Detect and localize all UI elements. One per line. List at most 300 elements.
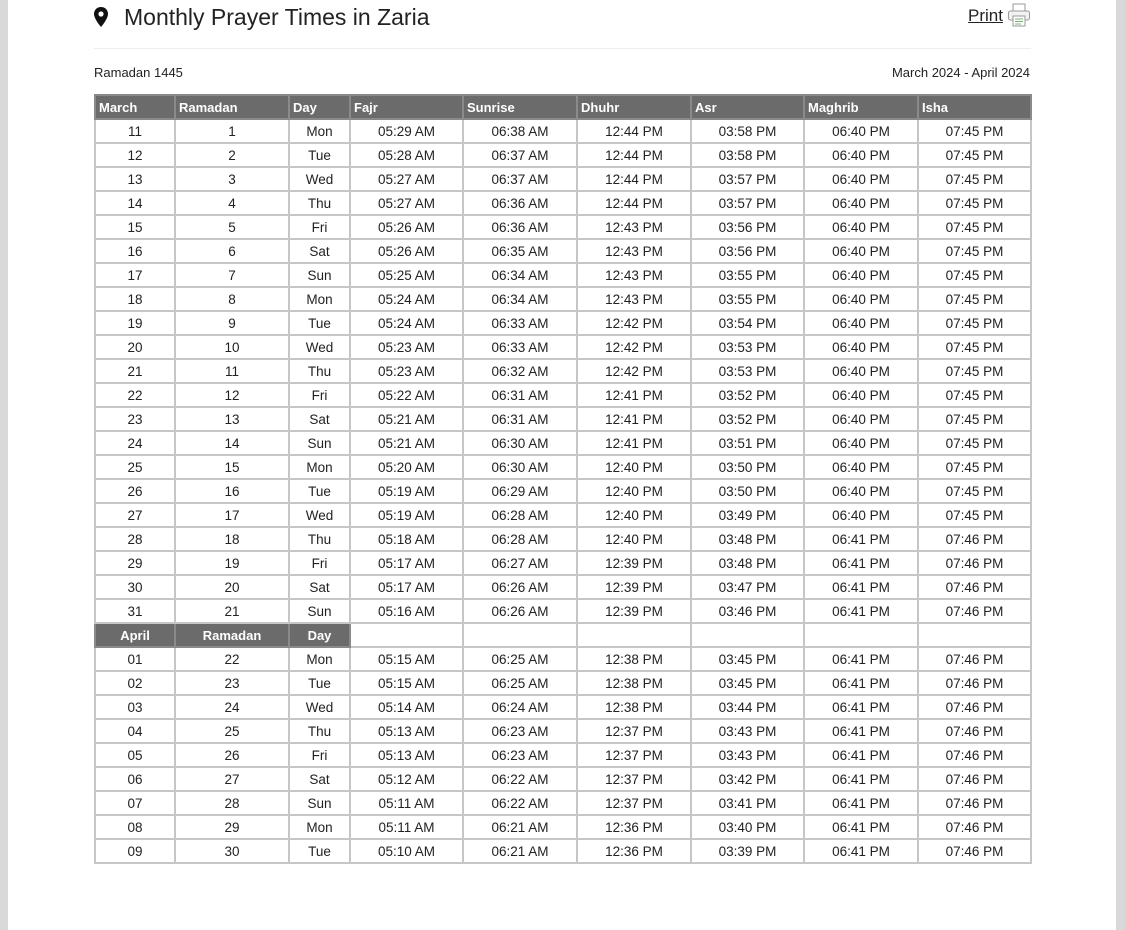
table-row xyxy=(95,383,1031,407)
cell-ramadan-day: 13 xyxy=(175,407,289,431)
cell-ramadan-day: 1 xyxy=(175,119,289,143)
cell-ramadan-day: 20 xyxy=(175,575,289,599)
cell-weekday: Sat xyxy=(289,407,350,431)
cell-maghrib: 06:41 PM xyxy=(804,527,918,551)
cell-maghrib: 06:40 PM xyxy=(804,167,918,191)
cell-maghrib: 06:40 PM xyxy=(804,407,918,431)
cell-weekday: Fri xyxy=(289,551,350,575)
empty-cell xyxy=(918,623,1031,647)
cell-asr: 03:46 PM xyxy=(691,599,804,623)
cell-date: 19 xyxy=(95,311,175,335)
cell-ramadan-day: 28 xyxy=(175,791,289,815)
table-row xyxy=(95,839,1031,863)
table-row xyxy=(95,335,1031,359)
cell-dhuhr: 12:44 PM xyxy=(577,143,691,167)
cell-isha: 07:46 PM xyxy=(918,647,1031,671)
column-header-march: March xyxy=(95,95,175,119)
table-row xyxy=(95,575,1031,599)
cell-maghrib: 06:40 PM xyxy=(804,479,918,503)
cell-date: 22 xyxy=(95,383,175,407)
table-row xyxy=(95,647,1031,671)
cell-date: 03 xyxy=(95,695,175,719)
cell-ramadan-day: 14 xyxy=(175,431,289,455)
page-header xyxy=(94,0,1031,49)
cell-weekday: Sat xyxy=(289,575,350,599)
cell-fajr: 05:26 AM xyxy=(350,239,463,263)
cell-date: 20 xyxy=(95,335,175,359)
column-header-sunrise: Sunrise xyxy=(463,95,577,119)
cell-dhuhr: 12:41 PM xyxy=(577,383,691,407)
cell-fajr: 05:14 AM xyxy=(350,695,463,719)
cell-date: 29 xyxy=(95,551,175,575)
table-row xyxy=(95,263,1031,287)
cell-maghrib: 06:41 PM xyxy=(804,839,918,863)
cell-weekday: Tue xyxy=(289,311,350,335)
cell-sunrise: 06:30 AM xyxy=(463,431,577,455)
cell-ramadan-day: 27 xyxy=(175,767,289,791)
table-row xyxy=(95,407,1031,431)
cell-sunrise: 06:21 AM xyxy=(463,839,577,863)
cell-dhuhr: 12:42 PM xyxy=(577,359,691,383)
cell-maghrib: 06:40 PM xyxy=(804,119,918,143)
cell-dhuhr: 12:40 PM xyxy=(577,503,691,527)
cell-isha: 07:46 PM xyxy=(918,671,1031,695)
table-row xyxy=(95,287,1031,311)
cell-maghrib: 06:40 PM xyxy=(804,263,918,287)
gregorian-range-label: March 2024 - April 2024 xyxy=(891,65,1030,80)
cell-weekday: Thu xyxy=(289,359,350,383)
cell-fajr: 05:23 AM xyxy=(350,335,463,359)
cell-fajr: 05:12 AM xyxy=(350,767,463,791)
cell-date: 06 xyxy=(95,767,175,791)
cell-fajr: 05:17 AM xyxy=(350,575,463,599)
cell-asr: 03:41 PM xyxy=(691,791,804,815)
cell-dhuhr: 12:43 PM xyxy=(577,215,691,239)
cell-sunrise: 06:34 AM xyxy=(463,263,577,287)
cell-sunrise: 06:37 AM xyxy=(463,143,577,167)
cell-weekday: Wed xyxy=(289,695,350,719)
cell-date: 23 xyxy=(95,407,175,431)
cell-ramadan-day: 2 xyxy=(175,143,289,167)
cell-fajr: 05:11 AM xyxy=(350,815,463,839)
cell-weekday: Tue xyxy=(289,143,350,167)
cell-fajr: 05:27 AM xyxy=(350,191,463,215)
cell-weekday: Sat xyxy=(289,767,350,791)
table-row xyxy=(95,503,1031,527)
cell-fajr: 05:22 AM xyxy=(350,383,463,407)
cell-weekday: Mon xyxy=(289,647,350,671)
april-subheader xyxy=(95,623,1031,647)
print-link[interactable]: Print xyxy=(968,6,1003,25)
cell-dhuhr: 12:36 PM xyxy=(577,839,691,863)
april-subheader-row xyxy=(95,623,1031,647)
cell-date: 14 xyxy=(95,191,175,215)
cell-maghrib: 06:40 PM xyxy=(804,503,918,527)
printer-icon[interactable] xyxy=(1007,3,1031,27)
cell-ramadan-day: 4 xyxy=(175,191,289,215)
cell-dhuhr: 12:43 PM xyxy=(577,287,691,311)
cell-fajr: 05:24 AM xyxy=(350,311,463,335)
cell-maghrib: 06:41 PM xyxy=(804,599,918,623)
table-row xyxy=(95,239,1031,263)
cell-date: 28 xyxy=(95,527,175,551)
cell-asr: 03:52 PM xyxy=(691,407,804,431)
cell-asr: 03:57 PM xyxy=(691,167,804,191)
cell-maghrib: 06:40 PM xyxy=(804,215,918,239)
cell-asr: 03:51 PM xyxy=(691,431,804,455)
cell-date: 26 xyxy=(95,479,175,503)
cell-isha: 07:46 PM xyxy=(918,815,1031,839)
cell-asr: 03:43 PM xyxy=(691,719,804,743)
cell-ramadan-day: 30 xyxy=(175,839,289,863)
cell-weekday: Mon xyxy=(289,287,350,311)
cell-isha: 07:45 PM xyxy=(918,311,1031,335)
cell-maghrib: 06:41 PM xyxy=(804,767,918,791)
empty-cell xyxy=(463,623,577,647)
cell-weekday: Tue xyxy=(289,671,350,695)
map-pin-icon xyxy=(94,7,108,27)
cell-maghrib: 06:41 PM xyxy=(804,695,918,719)
table-row xyxy=(95,479,1031,503)
cell-sunrise: 06:31 AM xyxy=(463,383,577,407)
cell-isha: 07:45 PM xyxy=(918,431,1031,455)
cell-asr: 03:52 PM xyxy=(691,383,804,407)
cell-date: 13 xyxy=(95,167,175,191)
cell-fajr: 05:25 AM xyxy=(350,263,463,287)
cell-dhuhr: 12:42 PM xyxy=(577,335,691,359)
column-header-maghrib: Maghrib xyxy=(804,95,918,119)
cell-isha: 07:45 PM xyxy=(918,143,1031,167)
cell-fajr: 05:20 AM xyxy=(350,455,463,479)
cell-sunrise: 06:35 AM xyxy=(463,239,577,263)
cell-dhuhr: 12:37 PM xyxy=(577,719,691,743)
cell-sunrise: 06:29 AM xyxy=(463,479,577,503)
column-header-isha: Isha xyxy=(918,95,1031,119)
cell-ramadan-day: 24 xyxy=(175,695,289,719)
cell-asr: 03:57 PM xyxy=(691,191,804,215)
cell-maghrib: 06:41 PM xyxy=(804,671,918,695)
cell-weekday: Thu xyxy=(289,527,350,551)
cell-asr: 03:58 PM xyxy=(691,143,804,167)
cell-asr: 03:54 PM xyxy=(691,311,804,335)
cell-sunrise: 06:37 AM xyxy=(463,167,577,191)
cell-weekday: Thu xyxy=(289,191,350,215)
cell-dhuhr: 12:38 PM xyxy=(577,695,691,719)
cell-dhuhr: 12:43 PM xyxy=(577,239,691,263)
table-row xyxy=(95,791,1031,815)
cell-isha: 07:45 PM xyxy=(918,119,1031,143)
cell-dhuhr: 12:38 PM xyxy=(577,671,691,695)
cell-maghrib: 06:40 PM xyxy=(804,239,918,263)
cell-maghrib: 06:40 PM xyxy=(804,455,918,479)
cell-maghrib: 06:40 PM xyxy=(804,287,918,311)
cell-sunrise: 06:23 AM xyxy=(463,743,577,767)
cell-sunrise: 06:28 AM xyxy=(463,527,577,551)
cell-asr: 03:50 PM xyxy=(691,479,804,503)
cell-sunrise: 06:26 AM xyxy=(463,599,577,623)
table-row xyxy=(95,167,1031,191)
cell-asr: 03:47 PM xyxy=(691,575,804,599)
cell-asr: 03:39 PM xyxy=(691,839,804,863)
cell-date: 07 xyxy=(95,791,175,815)
cell-ramadan-day: 9 xyxy=(175,311,289,335)
cell-ramadan-day: 18 xyxy=(175,527,289,551)
cell-ramadan-day: 7 xyxy=(175,263,289,287)
cell-date: 05 xyxy=(95,743,175,767)
cell-fajr: 05:21 AM xyxy=(350,431,463,455)
cell-asr: 03:43 PM xyxy=(691,743,804,767)
empty-cell xyxy=(691,623,804,647)
cell-ramadan-day: 25 xyxy=(175,719,289,743)
cell-ramadan-day: 10 xyxy=(175,335,289,359)
table-row xyxy=(95,143,1031,167)
cell-ramadan-day: 23 xyxy=(175,671,289,695)
cell-maghrib: 06:40 PM xyxy=(804,191,918,215)
cell-isha: 07:46 PM xyxy=(918,839,1031,863)
cell-maghrib: 06:41 PM xyxy=(804,551,918,575)
cell-asr: 03:53 PM xyxy=(691,359,804,383)
cell-date: 01 xyxy=(95,647,175,671)
cell-date: 04 xyxy=(95,719,175,743)
cell-sunrise: 06:26 AM xyxy=(463,575,577,599)
cell-weekday: Wed xyxy=(289,167,350,191)
cell-dhuhr: 12:42 PM xyxy=(577,311,691,335)
cell-weekday: Mon xyxy=(289,815,350,839)
march-rows xyxy=(95,119,1031,623)
cell-fajr: 05:17 AM xyxy=(350,551,463,575)
cell-isha: 07:45 PM xyxy=(918,407,1031,431)
cell-dhuhr: 12:44 PM xyxy=(577,167,691,191)
cell-weekday: Wed xyxy=(289,503,350,527)
cell-isha: 07:46 PM xyxy=(918,527,1031,551)
cell-ramadan-day: 16 xyxy=(175,479,289,503)
cell-isha: 07:46 PM xyxy=(918,551,1031,575)
cell-dhuhr: 12:37 PM xyxy=(577,743,691,767)
table-row xyxy=(95,551,1031,575)
cell-date: 18 xyxy=(95,287,175,311)
cell-dhuhr: 12:39 PM xyxy=(577,599,691,623)
cell-fajr: 05:27 AM xyxy=(350,167,463,191)
cell-maghrib: 06:40 PM xyxy=(804,335,918,359)
cell-date: 21 xyxy=(95,359,175,383)
cell-date: 17 xyxy=(95,263,175,287)
cell-ramadan-day: 12 xyxy=(175,383,289,407)
cell-maghrib: 06:41 PM xyxy=(804,791,918,815)
cell-weekday: Tue xyxy=(289,479,350,503)
cell-isha: 07:46 PM xyxy=(918,791,1031,815)
cell-date: 11 xyxy=(95,119,175,143)
cell-weekday: Fri xyxy=(289,383,350,407)
cell-maghrib: 06:41 PM xyxy=(804,719,918,743)
table-row xyxy=(95,599,1031,623)
table-row xyxy=(95,767,1031,791)
column-header-fajr: Fajr xyxy=(350,95,463,119)
cell-isha: 07:45 PM xyxy=(918,263,1031,287)
cell-isha: 07:45 PM xyxy=(918,239,1031,263)
cell-isha: 07:45 PM xyxy=(918,503,1031,527)
cell-weekday: Sun xyxy=(289,263,350,287)
cell-fajr: 05:15 AM xyxy=(350,647,463,671)
column-header-day: Day xyxy=(289,95,350,119)
cell-dhuhr: 12:39 PM xyxy=(577,551,691,575)
cell-sunrise: 06:33 AM xyxy=(463,311,577,335)
cell-date: 12 xyxy=(95,143,175,167)
empty-cell xyxy=(804,623,918,647)
cell-dhuhr: 12:36 PM xyxy=(577,815,691,839)
subheader-ramadan: Ramadan xyxy=(175,623,289,647)
cell-ramadan-day: 3 xyxy=(175,167,289,191)
cell-sunrise: 06:28 AM xyxy=(463,503,577,527)
cell-sunrise: 06:22 AM xyxy=(463,767,577,791)
cell-asr: 03:56 PM xyxy=(691,239,804,263)
cell-ramadan-day: 11 xyxy=(175,359,289,383)
table-row xyxy=(95,119,1031,143)
cell-fajr: 05:19 AM xyxy=(350,479,463,503)
cell-asr: 03:53 PM xyxy=(691,335,804,359)
cell-ramadan-day: 19 xyxy=(175,551,289,575)
cell-fajr: 05:13 AM xyxy=(350,719,463,743)
column-header-dhuhr: Dhuhr xyxy=(577,95,691,119)
cell-date: 09 xyxy=(95,839,175,863)
cell-asr: 03:48 PM xyxy=(691,551,804,575)
cell-fajr: 05:23 AM xyxy=(350,359,463,383)
cell-fajr: 05:24 AM xyxy=(350,287,463,311)
cell-ramadan-day: 6 xyxy=(175,239,289,263)
cell-maghrib: 06:40 PM xyxy=(804,143,918,167)
cell-fajr: 05:19 AM xyxy=(350,503,463,527)
cell-isha: 07:45 PM xyxy=(918,215,1031,239)
cell-fajr: 05:29 AM xyxy=(350,119,463,143)
table-header-row xyxy=(95,95,1031,119)
cell-asr: 03:56 PM xyxy=(691,215,804,239)
cell-weekday: Sun xyxy=(289,599,350,623)
cell-isha: 07:46 PM xyxy=(918,695,1031,719)
cell-sunrise: 06:38 AM xyxy=(463,119,577,143)
table-row xyxy=(95,311,1031,335)
cell-maghrib: 06:41 PM xyxy=(804,743,918,767)
table-row xyxy=(95,431,1031,455)
cell-dhuhr: 12:44 PM xyxy=(577,119,691,143)
table-row xyxy=(95,191,1031,215)
cell-fajr: 05:13 AM xyxy=(350,743,463,767)
cell-ramadan-day: 22 xyxy=(175,647,289,671)
cell-ramadan-day: 5 xyxy=(175,215,289,239)
cell-weekday: Fri xyxy=(289,215,350,239)
page-title: Monthly Prayer Times in Zaria xyxy=(124,4,430,30)
cell-asr: 03:55 PM xyxy=(691,263,804,287)
page-content xyxy=(8,0,1116,930)
cell-date: 15 xyxy=(95,215,175,239)
cell-maghrib: 06:40 PM xyxy=(804,383,918,407)
subheader-april: April xyxy=(95,623,175,647)
cell-ramadan-day: 15 xyxy=(175,455,289,479)
cell-isha: 07:45 PM xyxy=(918,335,1031,359)
cell-sunrise: 06:32 AM xyxy=(463,359,577,383)
cell-isha: 07:46 PM xyxy=(918,767,1031,791)
cell-dhuhr: 12:39 PM xyxy=(577,575,691,599)
cell-weekday: Mon xyxy=(289,119,350,143)
cell-weekday: Mon xyxy=(289,455,350,479)
cell-isha: 07:45 PM xyxy=(918,191,1031,215)
cell-maghrib: 06:41 PM xyxy=(804,575,918,599)
cell-asr: 03:58 PM xyxy=(691,119,804,143)
table-row xyxy=(95,527,1031,551)
table-row xyxy=(95,671,1031,695)
cell-date: 08 xyxy=(95,815,175,839)
column-header-ramadan: Ramadan xyxy=(175,95,289,119)
cell-fajr: 05:15 AM xyxy=(350,671,463,695)
cell-isha: 07:46 PM xyxy=(918,743,1031,767)
cell-sunrise: 06:24 AM xyxy=(463,695,577,719)
cell-date: 30 xyxy=(95,575,175,599)
cell-weekday: Fri xyxy=(289,743,350,767)
table-row xyxy=(95,815,1031,839)
cell-date: 25 xyxy=(95,455,175,479)
cell-dhuhr: 12:41 PM xyxy=(577,407,691,431)
cell-sunrise: 06:36 AM xyxy=(463,191,577,215)
cell-isha: 07:45 PM xyxy=(918,383,1031,407)
cell-date: 24 xyxy=(95,431,175,455)
cell-dhuhr: 12:40 PM xyxy=(577,479,691,503)
cell-sunrise: 06:25 AM xyxy=(463,647,577,671)
cell-date: 27 xyxy=(95,503,175,527)
hijri-month-label: Ramadan 1445 xyxy=(94,65,183,80)
cell-dhuhr: 12:40 PM xyxy=(577,527,691,551)
cell-dhuhr: 12:37 PM xyxy=(577,767,691,791)
subheader-day: Day xyxy=(289,623,350,647)
cell-isha: 07:45 PM xyxy=(918,455,1031,479)
cell-ramadan-day: 17 xyxy=(175,503,289,527)
cell-fajr: 05:21 AM xyxy=(350,407,463,431)
cell-sunrise: 06:27 AM xyxy=(463,551,577,575)
cell-dhuhr: 12:43 PM xyxy=(577,263,691,287)
cell-sunrise: 06:25 AM xyxy=(463,671,577,695)
cell-weekday: Sat xyxy=(289,239,350,263)
cell-maghrib: 06:40 PM xyxy=(804,431,918,455)
cell-ramadan-day: 8 xyxy=(175,287,289,311)
column-header-asr: Asr xyxy=(691,95,804,119)
cell-asr: 03:55 PM xyxy=(691,287,804,311)
cell-ramadan-day: 26 xyxy=(175,743,289,767)
cell-asr: 03:42 PM xyxy=(691,767,804,791)
cell-isha: 07:45 PM xyxy=(918,287,1031,311)
cell-asr: 03:48 PM xyxy=(691,527,804,551)
cell-isha: 07:45 PM xyxy=(918,479,1031,503)
empty-cell xyxy=(350,623,463,647)
cell-weekday: Sun xyxy=(289,791,350,815)
cell-maghrib: 06:41 PM xyxy=(804,647,918,671)
cell-dhuhr: 12:40 PM xyxy=(577,455,691,479)
cell-ramadan-day: 29 xyxy=(175,815,289,839)
cell-dhuhr: 12:41 PM xyxy=(577,431,691,455)
cell-weekday: Tue xyxy=(289,839,350,863)
cell-fajr: 05:26 AM xyxy=(350,215,463,239)
cell-dhuhr: 12:44 PM xyxy=(577,191,691,215)
cell-asr: 03:45 PM xyxy=(691,647,804,671)
table-row xyxy=(95,695,1031,719)
cell-sunrise: 06:33 AM xyxy=(463,335,577,359)
cell-sunrise: 06:34 AM xyxy=(463,287,577,311)
cell-asr: 03:44 PM xyxy=(691,695,804,719)
cell-weekday: Wed xyxy=(289,335,350,359)
cell-date: 16 xyxy=(95,239,175,263)
cell-sunrise: 06:23 AM xyxy=(463,719,577,743)
cell-asr: 03:49 PM xyxy=(691,503,804,527)
cell-sunrise: 06:22 AM xyxy=(463,791,577,815)
cell-weekday: Thu xyxy=(289,719,350,743)
cell-maghrib: 06:40 PM xyxy=(804,311,918,335)
table-row xyxy=(95,743,1031,767)
